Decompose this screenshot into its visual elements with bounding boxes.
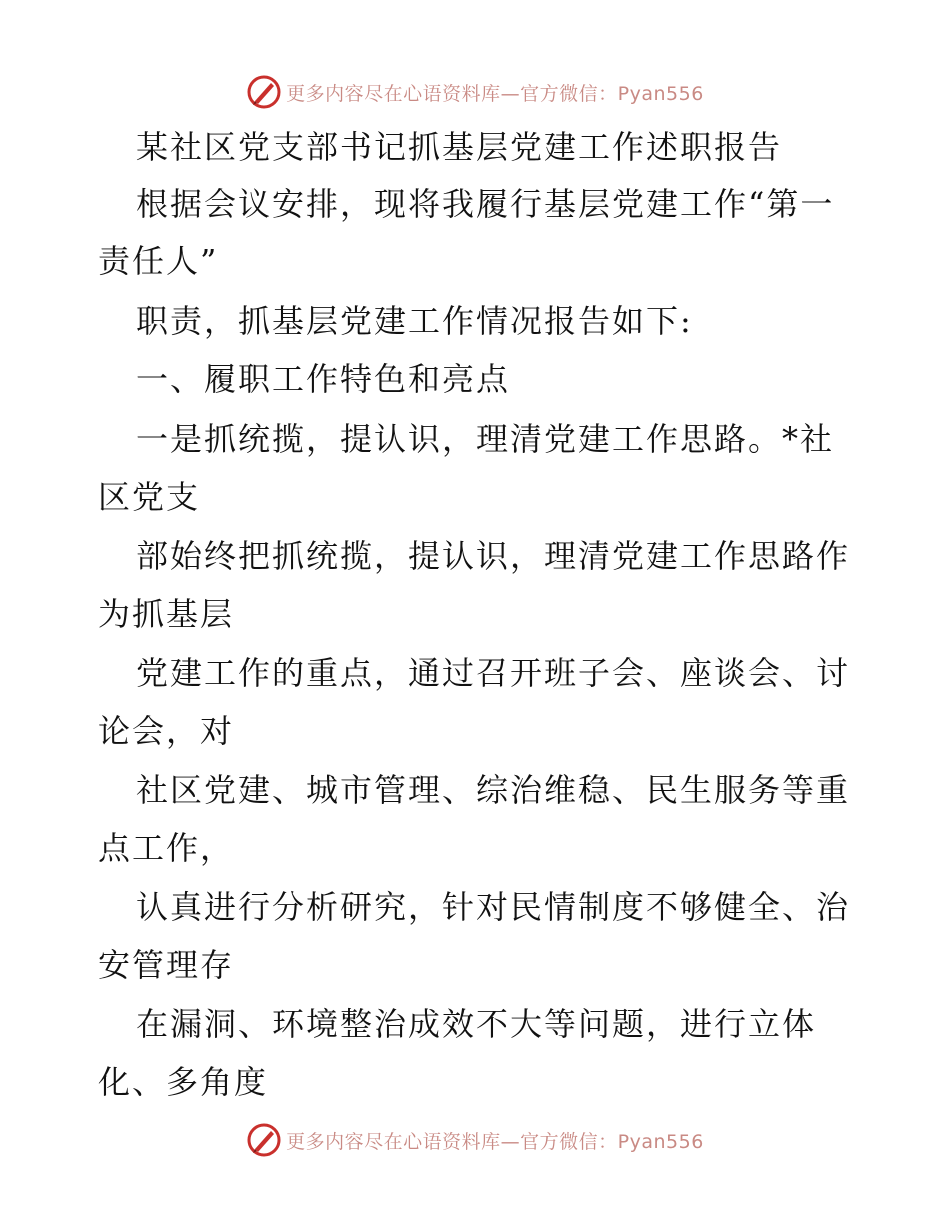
paragraph-line: 部始终把抓统揽，提认识，理清党建工作思路作 <box>136 537 851 575</box>
footer-banner <box>0 1120 950 1160</box>
header-banner <box>0 72 950 112</box>
paragraph-line: 党建工作的重点，通过召开班子会、座谈会、讨 <box>136 654 851 692</box>
paragraph-line: 社区党建、城市管理、综治维稳、民生服务等重 <box>136 771 851 809</box>
paragraph-line: 职责，抓基层党建工作情况报告如下: <box>136 302 693 340</box>
paragraph-line: 安管理存 <box>98 946 235 984</box>
pen-quill-logo-icon <box>246 74 282 110</box>
paragraph-line: 化、多角度 <box>98 1063 269 1101</box>
document-title: 某社区党支部书记抓基层党建工作述职报告 <box>136 128 783 166</box>
pen-quill-logo-icon <box>246 1122 282 1158</box>
paragraph-line: 在漏洞、环境整治成效不大等问题，进行立体 <box>136 1005 817 1043</box>
footer-banner-text: 更多内容尽在心语资料库—官方微信：Pyan556 <box>286 1130 704 1153</box>
paragraph-line: 根据会议安排，现将我履行基层党建工作“第一 <box>136 185 835 223</box>
paragraph-line: 点工作， <box>98 829 235 867</box>
paragraph-line: 为抓基层 <box>98 595 235 633</box>
paragraph-line: 一是抓统揽，提认识，理清党建工作思路。*社 <box>136 420 835 458</box>
paragraph-line: 责任人” <box>98 242 219 280</box>
paragraph-line: 论会，对 <box>98 712 235 750</box>
section-heading: 一、履职工作特色和亮点 <box>136 360 511 398</box>
paragraph-line: 区党支 <box>98 478 201 516</box>
header-banner-text: 更多内容尽在心语资料库—官方微信：Pyan556 <box>286 82 704 105</box>
paragraph-line: 认真进行分析研究，针对民情制度不够健全、治 <box>136 888 851 926</box>
